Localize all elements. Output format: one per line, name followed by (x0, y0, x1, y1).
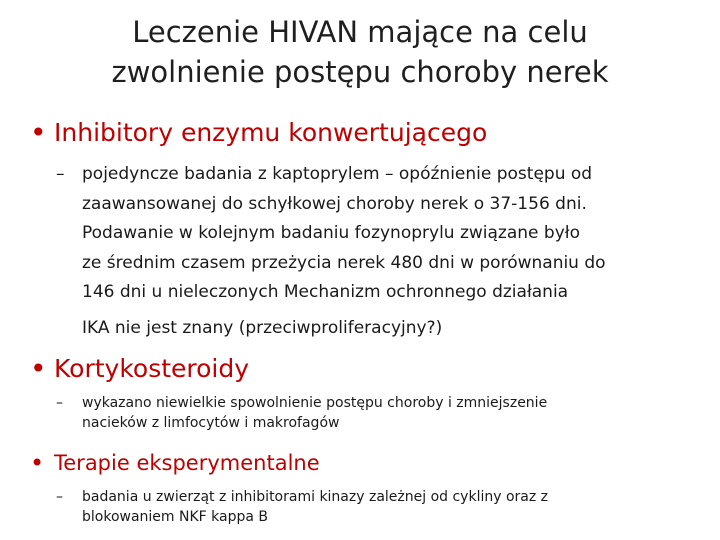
text-line: zaawansowanej do schyłkowej choroby nerek o 37-156 dni. (82, 193, 587, 214)
sub-bullet-text (82, 487, 548, 527)
title-line-1: Leczenie HIVAN mające na celu (132, 15, 588, 49)
text-line: nacieków z limfocytów i makrofagów (82, 415, 340, 431)
bullet-dot: • (30, 449, 45, 477)
text-line: ze średnim czasem przeżycia nerek 480 dni w porównaniu do (82, 252, 606, 273)
sub-bullet-text (82, 393, 547, 433)
bullet-dot: • (30, 352, 47, 385)
text-line: pojedyncze badania z kaptoprylem – opóźnienie postępu od (82, 164, 593, 184)
text-line: 146 dni u nieleczonych Mechanizm ochronnego działania (82, 282, 569, 302)
bullet-dot: • (30, 116, 47, 149)
text-line: Podawanie w kolejnym badaniu fozynoprylu związane było (82, 223, 580, 243)
text-line: badania u zwierząt z inhibitorami kinazy zależnej od cykliny oraz z (82, 489, 549, 505)
dash-marker: – (56, 164, 65, 184)
dash-marker: – (56, 489, 63, 505)
dash-marker: – (56, 395, 63, 411)
slide-title (40, 12, 680, 92)
bullet-heading: Inhibitory enzymu konwertującego (54, 118, 488, 147)
text-line: wykazano niewielkie spowolnienie postępu choroby i zmniejszenie (82, 395, 548, 411)
bullet-heading: Terapie eksperymentalne (54, 451, 320, 475)
sub-bullet-text (82, 160, 606, 343)
title-line-2: zwolnienie postępu choroby nerek (111, 55, 609, 89)
text-line: blokowaniem NKF kappa B (82, 509, 269, 525)
text-line: IKA nie jest znany (przeciwproliferacyjny?) (82, 317, 443, 338)
bullet-heading: Kortykosteroidy (54, 354, 250, 383)
